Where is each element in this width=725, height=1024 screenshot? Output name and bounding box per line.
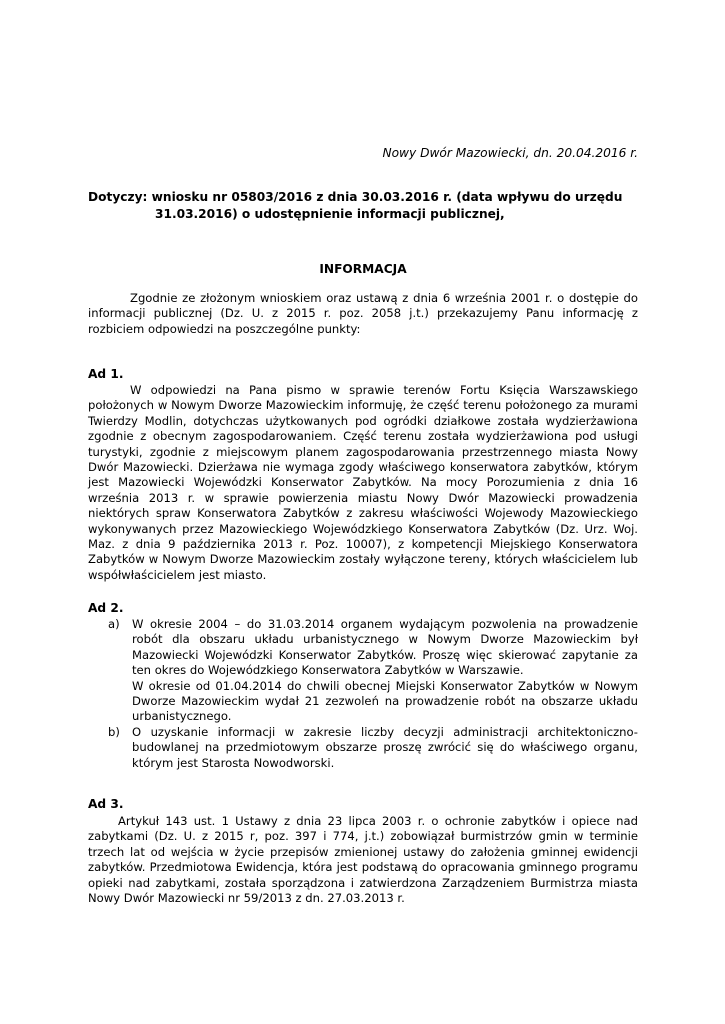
ad2-label: Ad 2. [88, 601, 124, 615]
ad2-item-a-text2: W okresie od 01.04.2014 do chwili obecnej Miejski Konserwator Zabytków w Nowym Dworze Mazowieckim wydał 21 zezwoleń na prowadzenie robót na obszarze układu urbanistycznego. [132, 678, 638, 724]
ad1-paragraph: W odpowiedzi na Pana pismo w sprawie terenów Fortu Księcia Warszawskiego położonych w Nowym Dworze Mazowieckim informuję, że część terenu położonego za murami Twierdzy Modlin, dotychczas użytkowanych pod ogródki działkowe została wydzierżawiona zgodnie z obecnym zagospodarowaniem. Część terenu została wydzierżawiona pod usługi turystyki, zgodnie z miejscowym planem zagospodarowania przestrzennego miasta Nowy Dwór Mazowiecki. Dzierżawa nie wymaga zgody właściwego konserwatora zabytków, którym jest Mazowiecki Wojewódzki Konserwator Zabytków. Na mocy Porozumienia z dnia 16 września 2013 r. w sprawie powierzenia miastu Nowy Dwór Mazowiecki prowadzenia niektórych spraw Konserwatora Zabytków z zakresu właściwości Wojewody Mazowieckiego wykonywanych przez Mazowieckiego Wojewódzkiego Konserwatora Zabytków (Dz. Urz. Woj. Maz. z dnia 9 października 2013 r. Poz. 10007), z kompetencji Miejskiego Konserwatora Zabytków w Nowym Dworze Mazowieckim zostały wyłączone tereny, których właścicielem lub współwłaścicielem jest miasto. [88, 383, 638, 582]
ad2-item-b-text: O uzyskanie informacji w zakresie liczby decyzji administracji architektoniczno-budowlanej na przedmiotowym obszarze proszę zwrócić się do właściwego organu, którym jest Starosta Nowodworski. [132, 724, 638, 770]
subject-line [88, 189, 638, 223]
ad2-list [88, 617, 638, 771]
document-heading: INFORMACJA [319, 262, 407, 276]
place-date: Nowy Dwór Mazowiecki, dn. 20.04.2016 r. [382, 146, 638, 160]
ad2-item-a [88, 617, 638, 725]
ad2-item-a-text: W okresie 2004 – do 31.03.2014 organem wydającym pozwolenia na prowadzenie robót dla obszaru układu urbanistycznego w Nowym Dworze Mazowieckim był Mazowiecki Wojewódzki Konserwator Zabytków. Proszę więc skierować zapytanie za ten okres do Wojewódzkiego Konserwatora Zabytków w Warszawie. [132, 617, 638, 678]
ad2-item-b [88, 725, 638, 771]
ad3-label: Ad 3. [88, 797, 124, 811]
list-marker: b) [108, 724, 120, 739]
ad1-label: Ad 1. [88, 367, 124, 381]
subject-line-1: Dotyczy: wniosku nr 05803/2016 z dnia 30.03.2016 r. (data wpływu do urzędu [88, 190, 623, 204]
subject-line-2: 31.03.2016) o udostępnienie informacji publicznej, [155, 207, 505, 221]
ad3-paragraph: Artykuł 143 ust. 1 Ustawy z dnia 23 lipca 2003 r. o ochronie zabytków i opiece nad zabytkami (Dz. U. z 2015 r, poz. 397 i 774, j.t.) zobowiązał burmistrzów gmin w terminie trzech lat od wejścia w życie przepisów zmienionej ustawy do założenia gminnej ewidencji zabytków. Przedmiotowa Ewidencja, która jest podstawą do opracowania gminnego programu opieki nad zabytkami, została sporządzona i zatwierdzona Zarządzeniem Burmistrza miasta Nowy Dwór Mazowiecki nr 59/2013 z dn. 27.03.2013 r. [88, 814, 638, 906]
intro-paragraph: Zgodnie ze złożonym wnioskiem oraz ustawą z dnia 6 września 2001 r. o dostępie do informacji publicznej (Dz. U. z 2015 r. poz. 2058 j.t.) przekazujemy Panu informację z rozbiciem odpowiedzi na poszczególne punkty: [88, 291, 638, 336]
list-marker: a) [108, 617, 120, 631]
document-page [88, 0, 638, 1024]
